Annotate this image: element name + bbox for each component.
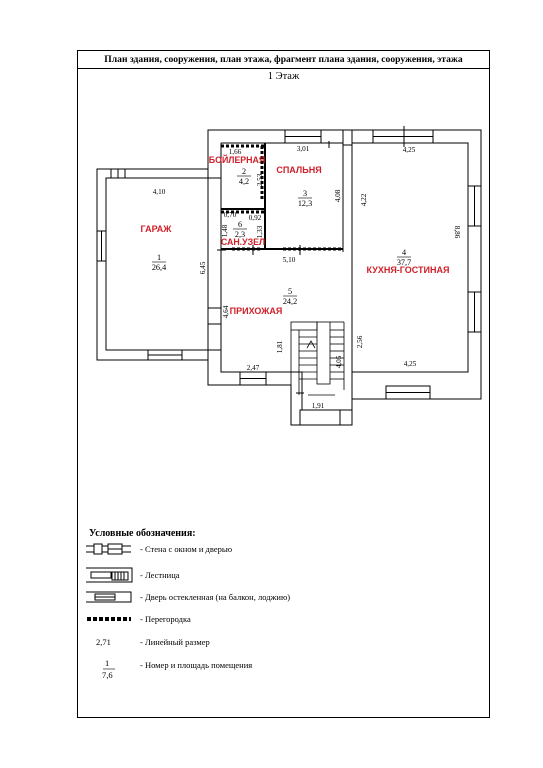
dimension-label: 4,25 (402, 146, 416, 154)
dimension-label: 0,70 (223, 211, 237, 219)
dimension-label: 4,10 (152, 188, 166, 196)
room-1-area: 26,4 (151, 263, 167, 272)
room-1-name: ГАРАЖ (140, 224, 172, 234)
room-2-area: 4,2 (238, 177, 250, 186)
dimension-label: 1,91 (311, 402, 325, 410)
legend-title: Условные обозначения: (89, 528, 196, 539)
room-2-name: БОЙЛЕРНАЯ (208, 155, 266, 165)
dimension-label: 2,56 (356, 335, 364, 349)
room-4-number: 4 (401, 248, 407, 257)
legend-item-dimension: - Линейный размер (140, 637, 210, 647)
dimension-label: 4,22 (360, 193, 368, 207)
dimension-label: 1,48 (221, 224, 229, 238)
dimension-label: 1,66 (228, 148, 242, 156)
room-6-area: 2,3 (234, 230, 246, 239)
room-1-number: 1 (156, 253, 162, 262)
room-3-number: 3 (302, 189, 308, 198)
dimension-label: 2,47 (246, 364, 260, 372)
sheet-title: План здания, сооружения, план этажа, фрагмент плана здания, сооружения, этажа (78, 51, 489, 69)
legend-item-glazed-door: - Дверь остекленная (на балкон, лоджию) (140, 592, 291, 602)
legend-sample-dimension: 2,71 (96, 637, 111, 647)
dimension-label: 1,33 (256, 225, 264, 239)
dimension-label: 2,53 (256, 173, 264, 187)
legend-item-room-number-area: - Номер и площадь помещения (140, 660, 253, 670)
legend-sample-glazed-door (86, 592, 131, 602)
legend-sample-room-area: 7,6 (102, 670, 113, 680)
legend-sample-stairs (86, 568, 132, 582)
floor-label: 1 Этаж (267, 71, 300, 82)
room-5-name: ПРИХОЖАЯ (229, 306, 283, 316)
legend-sample-wall (86, 544, 131, 554)
dimension-label: 4,25 (403, 360, 417, 368)
dimension-label: 4,64 (222, 305, 230, 319)
room-5-area: 24,2 (282, 297, 298, 306)
room-5-number: 5 (287, 287, 293, 296)
dimension-label: 5,10 (282, 256, 296, 264)
room-4-name: КУХНЯ-ГОСТИНАЯ (366, 265, 450, 275)
room-6-name: САН.УЗЕЛ (220, 237, 266, 247)
dimension-label: 1,81 (276, 340, 284, 354)
legend-item-partition: - Перегородка (140, 614, 191, 624)
legend-sample-room-number: 1 (105, 658, 110, 668)
dimension-label: 3,01 (296, 145, 310, 153)
room-3-name: СПАЛЬНЯ (276, 165, 322, 175)
dimension-label: 6,45 (199, 261, 207, 275)
dimension-label: 8,86 (453, 225, 461, 239)
room-2-number: 2 (241, 167, 247, 176)
dimension-label: 4,05 (335, 355, 343, 369)
legend-item-stairs: - Лестница (140, 570, 180, 580)
room-6-number: 6 (237, 220, 243, 229)
room-3-area: 12,3 (297, 199, 313, 208)
dimension-label: 4,08 (334, 189, 342, 203)
room-4-area: 37,7 (396, 258, 412, 267)
dimension-label: 0,92 (248, 214, 262, 222)
room-fraction-lines (152, 176, 411, 296)
legend-item-wall: - Стена с окном и дверью (140, 544, 233, 554)
